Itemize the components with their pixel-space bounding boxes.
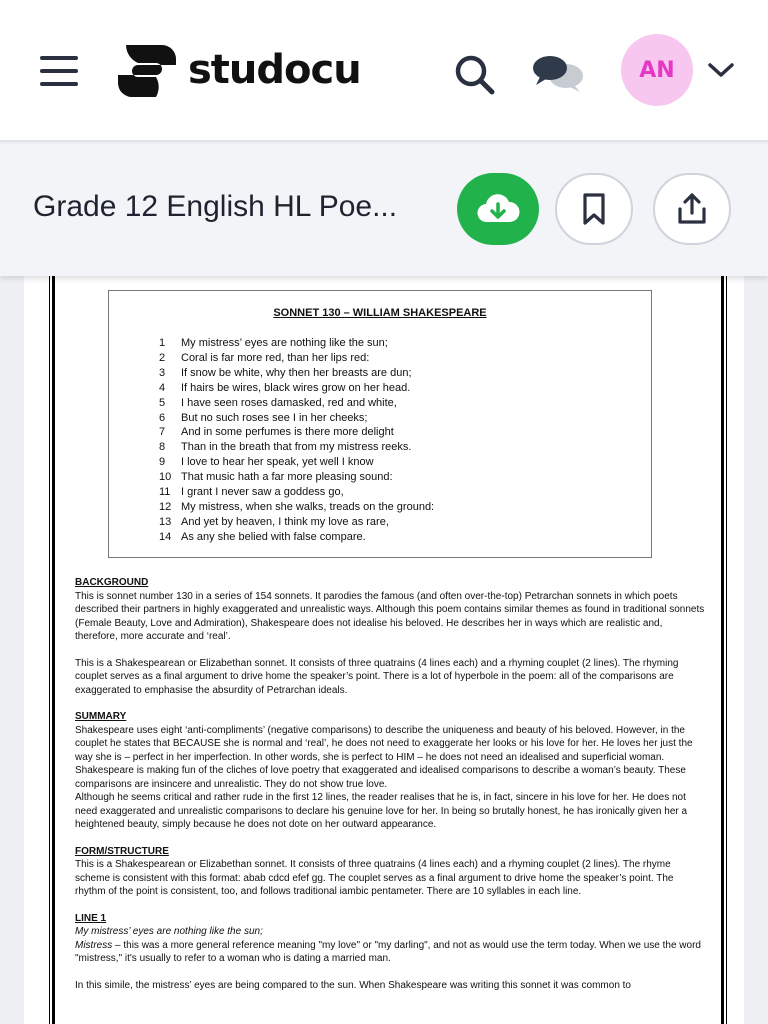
line-text: If snow be white, why then her breasts are dun; — [181, 366, 412, 379]
line-text: And in some perfumes is there more delight — [181, 426, 394, 439]
section-heading-form: FORM/STRUCTURE — [75, 845, 169, 857]
poem-lines — [159, 336, 434, 545]
poem-line — [159, 530, 434, 545]
line-number: 6 — [159, 411, 166, 424]
line-text: I have seen roses damasked, red and white, — [181, 396, 397, 409]
download-button[interactable] — [457, 173, 539, 245]
line-number: 8 — [159, 441, 166, 454]
poem-line — [159, 515, 434, 530]
line-number: 4 — [159, 381, 166, 394]
paragraph: This is a Shakespearean or Elizabethan sonnet. It consists of three quatrains (4 lines each) and a rhyming couplet (2 lines). The rhyme scheme is consistent with this format: abab cdcd efef gg. The couplet serves as a final argument to drive home the speaker’s point. The rhythm of the point is consistent, too, and follows traditional iambic pentameter. There are 10 syllables in each line. — [75, 859, 674, 897]
line-number: 3 — [159, 366, 166, 379]
line-number: 11 — [159, 486, 171, 499]
menu-icon[interactable] — [40, 56, 78, 86]
paragraph: Shakespeare is making fun of the cliches of love poetry that exaggerated and idealised comparisons to describe a woman’s beauty. These comparisons are insincere and unrealistic. They do not show true love. — [75, 765, 686, 790]
poem-line — [159, 351, 434, 366]
line-text: But no such roses see I in her cheeks; — [181, 411, 368, 424]
line-number: 10 — [159, 471, 172, 484]
section-heading-background: BACKGROUND — [75, 577, 149, 588]
line-number: 7 — [159, 426, 166, 439]
poem-line — [159, 336, 434, 351]
brand-name: studocu — [188, 47, 361, 93]
line-number: 13 — [159, 515, 172, 528]
line-number: 9 — [159, 456, 166, 469]
poem-title: SONNET 130 – WILLIAM SHAKESPEARE — [273, 307, 487, 319]
line-text: Than in the breath that from my mistress reeks. — [181, 441, 412, 454]
poem-line — [159, 485, 434, 500]
paragraph — [75, 939, 705, 966]
chat-icon[interactable] — [530, 52, 586, 96]
poem-line — [159, 381, 434, 396]
cloud-download-icon — [476, 192, 520, 226]
line-text: I love to hear her speak, yet well I know — [181, 456, 374, 469]
paragraph: This is a Shakespearean or Elizabethan sonnet. It consists of three quatrains (4 lines each) and a rhyming couplet (2 lines). The rhyming couplet serves as a final argument to drive home the speaker’s point. There is a lot of hyperbole in the poem: all of the comparisons are exaggerated to emphasise the absurdity of Petrarchan ideals. — [75, 657, 679, 696]
line-text: That music hath a far more pleasing sound: — [181, 471, 393, 484]
line-number: 12 — [159, 500, 172, 513]
paragraph: This is sonnet number 130 in a series of 154 sonnets. It parodies the famous (and often over-the-top) Petrarchan sonnets in which poets described their partners in highly exaggerated and unrealistic ways. Although this poem contains similar themes as found in traditional sonnets (Female Beauty, Love and Admiration), Shakespeare does not idealise his beloved. He describes her in ways which are realistic and, therefore, more accurate and ‘real’. — [75, 590, 705, 642]
poem-line — [159, 396, 434, 411]
poem-line — [159, 411, 434, 426]
quote: My mistress’ eyes are nothing like the sun; — [75, 926, 263, 937]
poem-line — [159, 425, 434, 440]
bookmark-button[interactable] — [555, 173, 633, 245]
top-navigation-bar — [0, 0, 768, 142]
share-button[interactable] — [653, 173, 731, 245]
section-heading-summary: SUMMARY — [75, 711, 127, 722]
studocu-logo-mark — [116, 41, 178, 99]
search-icon[interactable] — [452, 52, 496, 96]
chevron-down-icon[interactable] — [706, 57, 736, 83]
paragraph: In this simile, the mistress’ eyes are being compared to the sun. When Shakespeare was writing this sonnet it was common to — [75, 979, 631, 991]
share-icon — [675, 191, 709, 227]
line-text: And yet by heaven, I think my love as rare, — [181, 515, 389, 528]
document-viewer[interactable] — [24, 276, 744, 1024]
line-text: My mistress, when she walks, treads on the ground: — [181, 500, 435, 513]
line-text: I grant I never saw a goddess go, — [181, 486, 344, 499]
bookmark-icon — [580, 192, 608, 226]
poem-line — [159, 470, 434, 485]
definition: – this was a more general reference meaning "my love" or "my darling", and not as would use the term today. When we use the word "mistress," it's usually to refer to a woman who is dating a married man. — [75, 939, 701, 964]
study-notes — [75, 576, 705, 1005]
line-text: If hairs be wires, black wires grow on her head. — [181, 381, 411, 394]
poem-line — [159, 366, 434, 381]
document-action-bar — [0, 144, 768, 276]
paragraph: Shakespeare uses eight ‘anti-compliments’ (negative comparisons) to describe the uniqueness and beauty of his beloved. However, in the couplet he states that BECAUSE she is normal and ‘real’, he does not need to exaggerate her looks or his love for her. He loves her just the way she is – perfect in her imperfection. In other words, she is perfect to HIM – he does not need an idealised and superficial woman. — [75, 724, 693, 763]
line-text: As any she belied with false compare. — [181, 530, 366, 543]
line-number: 14 — [159, 530, 172, 543]
avatar[interactable]: AN — [621, 34, 693, 106]
poem-box — [108, 290, 652, 558]
poem-line — [159, 440, 434, 455]
line-text: Coral is far more red, than her lips red: — [181, 351, 370, 364]
paragraph: Although he seems critical and rather rude in the first 12 lines, the reader realises that he is, in fact, sincere in his love for her. He does not need exaggerated and unrealistic comparisons to declare his genuine love for her. In being so brutally honest, he has ironically given her a heightened beauty, simply because he does not dote on her outward appearance. — [75, 792, 688, 830]
studocu-logo[interactable] — [116, 40, 361, 100]
line-number: 2 — [159, 351, 166, 364]
line-number: 1 — [159, 337, 166, 349]
line-number: 5 — [159, 396, 166, 409]
poem-line — [159, 500, 434, 515]
section-heading-line-1: LINE 1 — [75, 912, 107, 924]
poem-line — [159, 455, 434, 470]
line-text: My mistress’ eyes are nothing like the sun; — [181, 337, 388, 349]
term: Mistress — [75, 939, 113, 951]
document-title: Grade 12 English HL Poe... — [33, 190, 398, 223]
